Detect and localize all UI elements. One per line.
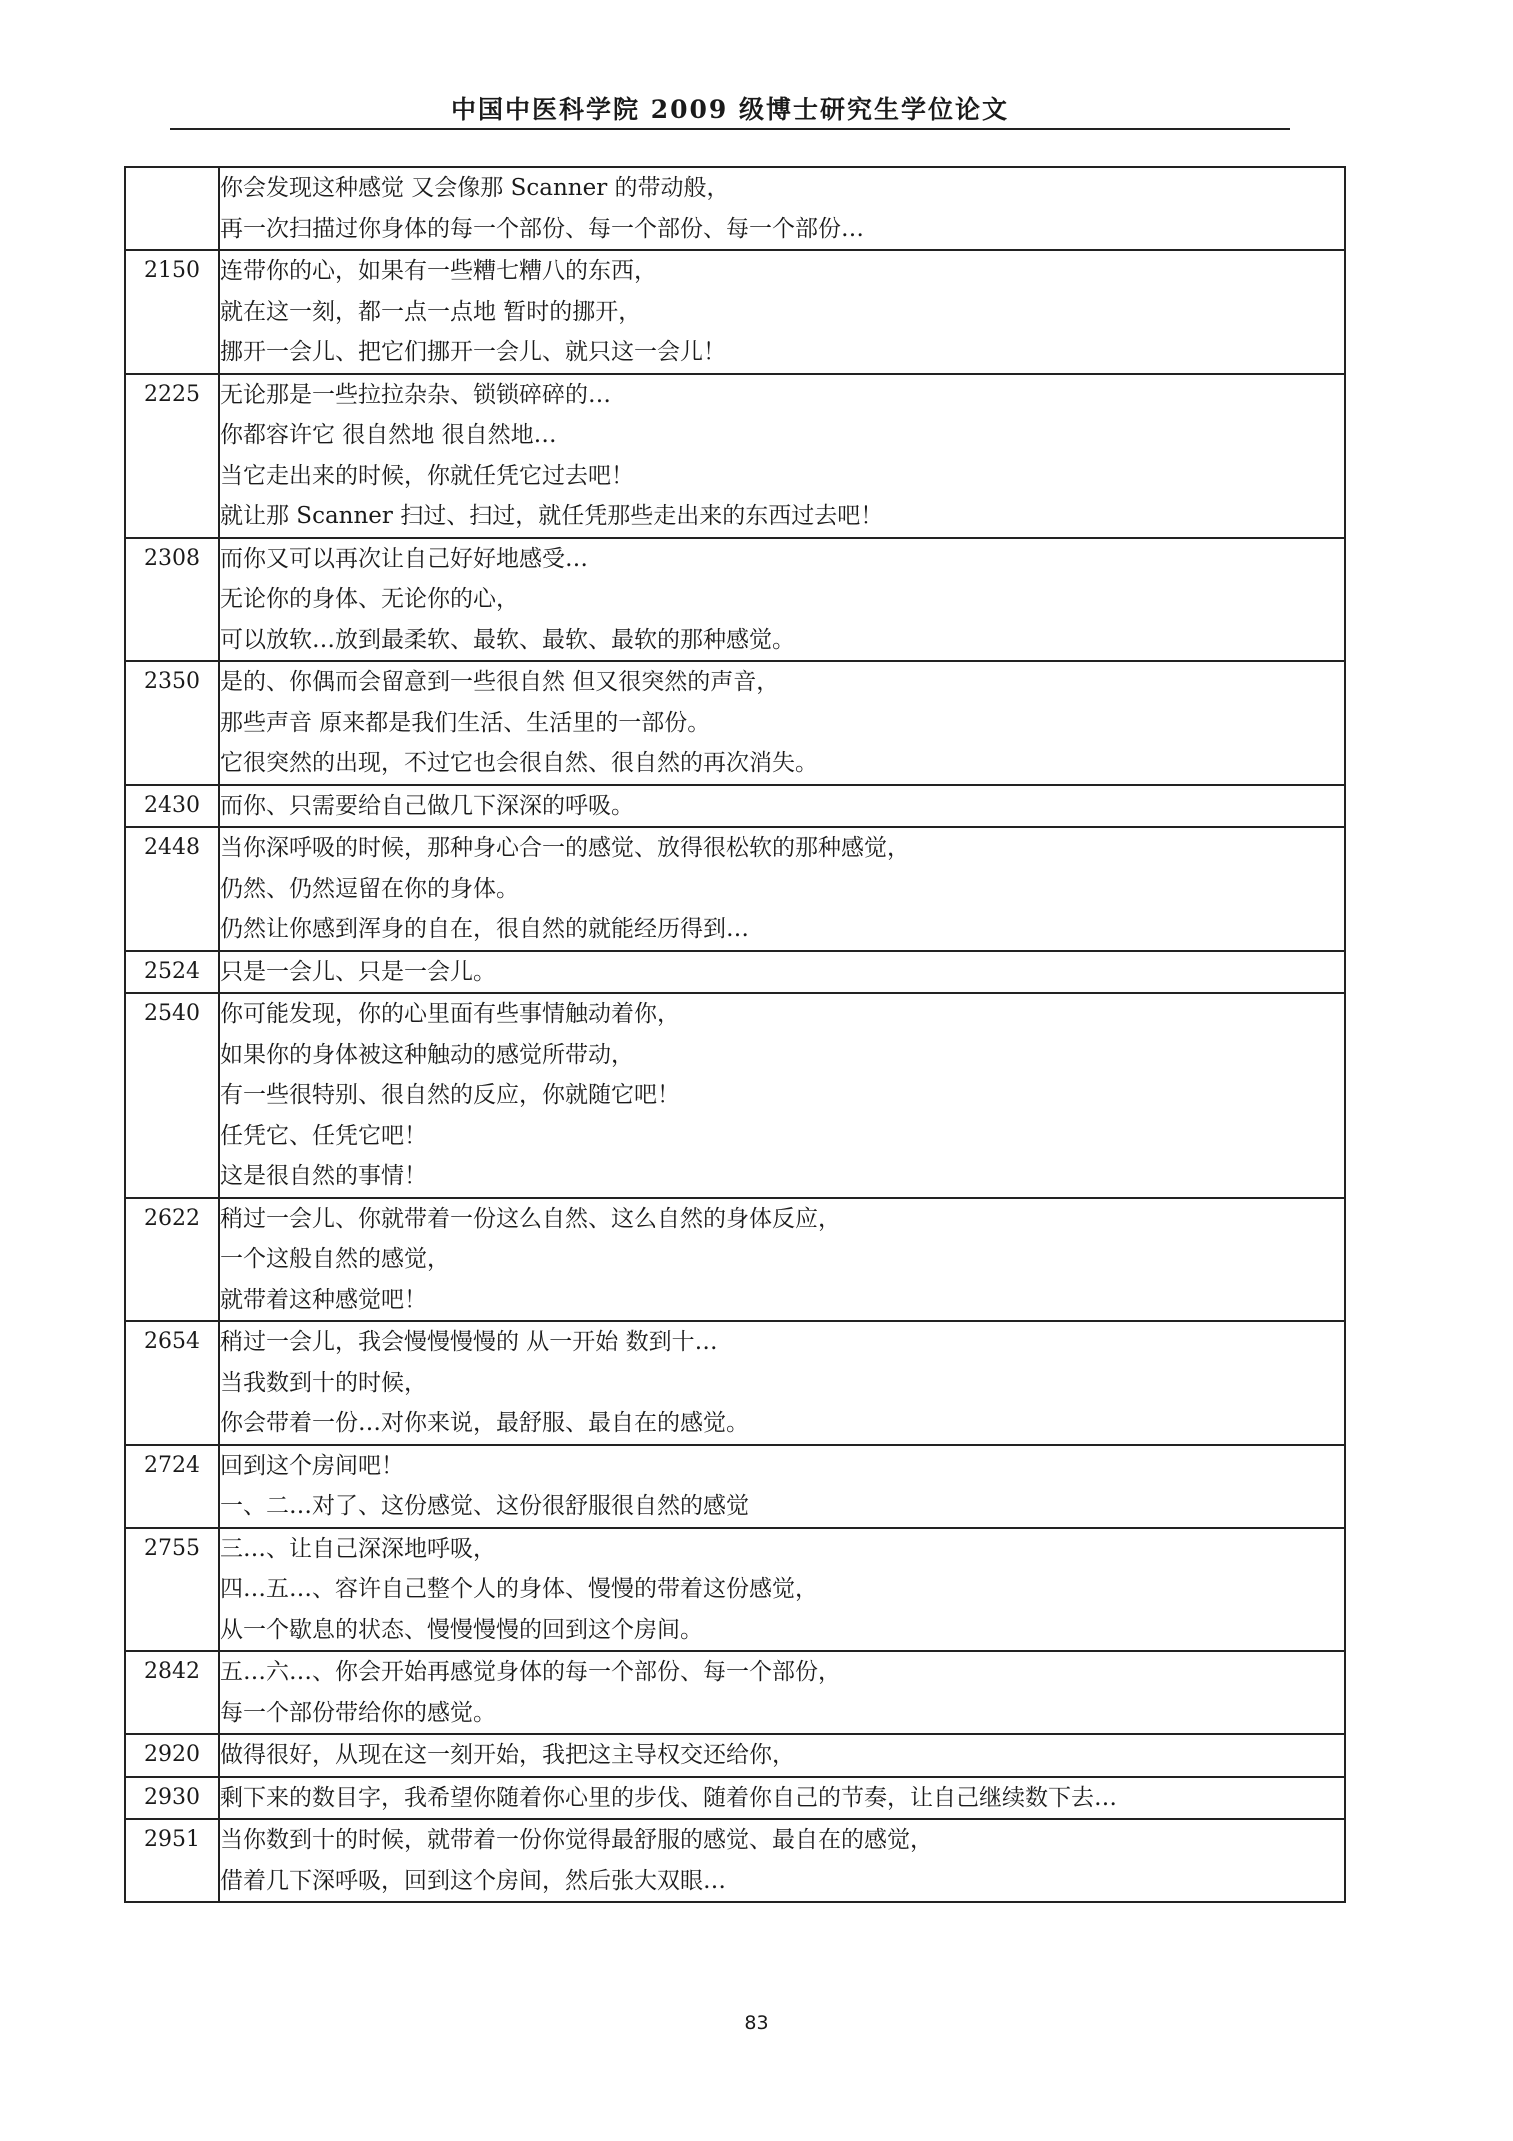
transcript-line: 而你又可以再次让自己好好地感受… <box>220 545 588 572</box>
timestamp-cell: 2842 <box>125 1651 219 1734</box>
transcript-line: 无论那是一些拉拉杂杂、锁锁碎碎的… <box>220 381 611 408</box>
timestamp-cell: 2724 <box>125 1445 219 1528</box>
transcript-line: 那些声音 原来都是我们生活、生活里的一部份。 <box>220 709 711 736</box>
table-row <box>125 374 1345 538</box>
table-row <box>125 1819 1345 1902</box>
transcript-line: 三…、让自己深深地呼吸， <box>220 1535 496 1562</box>
transcript-text-cell <box>219 951 1345 994</box>
transcript-line: 剩下来的数目字，我希望你随着你心里的步伐、随着你自己的节奏，让自己继续数下去… <box>220 1784 1117 1811</box>
timestamp-cell: 2524 <box>125 951 219 994</box>
table-row <box>125 951 1345 994</box>
transcript-text-cell <box>219 661 1345 785</box>
timestamp-cell: 2430 <box>125 785 219 828</box>
transcript-line: 五…六…、你会开始再感觉身体的每一个部份、每一个部份， <box>220 1659 841 1685</box>
transcript-table-body <box>125 167 1345 1902</box>
transcript-text-cell <box>219 827 1345 951</box>
transcript-text-cell <box>219 1651 1345 1734</box>
transcript-text-cell <box>219 1321 1345 1445</box>
timestamp-cell: 2622 <box>125 1198 219 1322</box>
timestamp-cell: 2350 <box>125 661 219 785</box>
transcript-text-cell <box>219 374 1345 538</box>
transcript-line: 它很突然的出现，不过它也会很自然、很自然的再次消失。 <box>220 750 818 776</box>
page-number: 83 <box>744 2012 769 2034</box>
timestamp-cell: 2448 <box>125 827 219 951</box>
timestamp-cell: 2540 <box>125 993 219 1198</box>
transcript-line: 稍过一会儿、你就带着一份这么自然、这么自然的身体反应， <box>220 1205 841 1232</box>
transcript-line: 仍然、仍然逗留在你的身体。 <box>220 875 519 902</box>
transcript-text-cell <box>219 1777 1345 1820</box>
transcript-line: 当你深呼吸的时候，那种身心合一的感觉、放得很松软的那种感觉， <box>220 835 910 861</box>
transcript-text-cell <box>219 1734 1345 1777</box>
transcript-line: 就在这一刻，都一点一点地 暂时的挪开， <box>220 298 642 325</box>
timestamp-cell: 2654 <box>125 1321 219 1445</box>
table-row <box>125 250 1345 374</box>
transcript-line: 如果你的身体被这种触动的感觉所带动， <box>220 1041 634 1068</box>
table-row <box>125 1651 1345 1734</box>
transcript-text-cell <box>219 785 1345 828</box>
transcript-text-cell <box>219 1445 1345 1528</box>
transcript-line: 有一些很特别、很自然的反应，你就随它吧！ <box>220 1082 680 1108</box>
timestamp-cell: 2755 <box>125 1528 219 1652</box>
transcript-line: 当它走出来的时候，你就任凭它过去吧！ <box>220 462 634 489</box>
table-row <box>125 1445 1345 1528</box>
table-row <box>125 1198 1345 1322</box>
table-row <box>125 1321 1345 1445</box>
transcript-line: 仍然让你感到浑身的自在，很自然的就能经历得到… <box>220 916 749 942</box>
table-row <box>125 167 1345 250</box>
transcript-line: 稍过一会儿，我会慢慢慢慢的 从一开始 数到十… <box>220 1329 718 1355</box>
transcript-line: 做得很好，从现在这一刻开始，我把这主导权交还给你， <box>220 1742 795 1768</box>
transcript-line: 无论你的身体、无论你的心， <box>220 586 519 612</box>
table-row <box>125 1528 1345 1652</box>
transcript-line: 从一个歇息的状态、慢慢慢慢的回到这个房间。 <box>220 1616 703 1643</box>
transcript-line: 借着几下深呼吸，回到这个房间，然后张大双眼… <box>220 1867 726 1894</box>
transcript-line: 每一个部份带给你的感觉。 <box>220 1699 496 1726</box>
table-row <box>125 1734 1345 1777</box>
timestamp-cell: 2951 <box>125 1819 219 1902</box>
transcript-line: 任凭它、任凭它吧！ <box>220 1122 427 1149</box>
transcript-line: 一个这般自然的感觉， <box>220 1246 450 1272</box>
transcript-text-cell <box>219 167 1345 250</box>
transcript-line: 挪开一会儿、把它们挪开一会儿、就只这一会儿！ <box>220 339 726 365</box>
transcript-line: 回到这个房间吧！ <box>220 1452 404 1479</box>
timestamp-cell: 2150 <box>125 250 219 374</box>
table-row <box>125 993 1345 1198</box>
transcript-text-cell <box>219 1198 1345 1322</box>
transcript-line: 再一次扫描过你身体的每一个部份、每一个部份、每一个部份… <box>220 215 864 242</box>
transcript-line: 只是一会儿、只是一会儿。 <box>220 958 496 985</box>
transcript-line: 你会发现这种感觉 又会像那 Scanner 的带动般， <box>220 175 730 201</box>
table-row <box>125 827 1345 951</box>
transcript-line: 就让那 Scanner 扫过、扫过，就任凭那些走出来的东西过去吧！ <box>220 503 884 529</box>
table-row <box>125 1777 1345 1820</box>
table-row <box>125 661 1345 785</box>
transcript-line: 你会带着一份…对你来说，最舒服、最自在的感觉。 <box>220 1410 749 1436</box>
table-row <box>125 538 1345 662</box>
transcript-line: 可以放软…放到最柔软、最软、最软、最软的那种感觉。 <box>220 626 795 653</box>
timestamp-cell: 2308 <box>125 538 219 662</box>
transcript-line: 一、二…对了、这份感觉、这份很舒服很自然的感觉 <box>220 1493 749 1519</box>
transcript-line: 而你、只需要给自己做几下深深的呼吸。 <box>220 792 634 819</box>
transcript-line: 你都容许它 很自然地 很自然地… <box>220 422 557 448</box>
transcript-text-cell <box>219 1528 1345 1652</box>
timestamp-cell: 2920 <box>125 1734 219 1777</box>
transcript-text-cell <box>219 250 1345 374</box>
table-row <box>125 785 1345 828</box>
transcript-line: 四…五…、容许自己整个人的身体、慢慢的带着这份感觉， <box>220 1576 818 1602</box>
transcript-line: 就带着这种感觉吧！ <box>220 1286 427 1313</box>
transcript-line: 当你数到十的时候，就带着一份你觉得最舒服的感觉、最自在的感觉， <box>220 1827 933 1853</box>
transcript-text-cell <box>219 1819 1345 1902</box>
timestamp-cell: 2930 <box>125 1777 219 1820</box>
timestamp-cell <box>125 167 219 250</box>
transcript-line: 你可能发现，你的心里面有些事情触动着你， <box>220 1001 680 1027</box>
transcript-table <box>124 166 1346 1903</box>
transcript-line: 这是很自然的事情！ <box>220 1163 427 1189</box>
transcript-line: 连带你的心，如果有一些糟七糟八的东西， <box>220 258 657 284</box>
transcript-line: 当我数到十的时候， <box>220 1369 427 1396</box>
timestamp-cell: 2225 <box>125 374 219 538</box>
transcript-line: 是的、你偶而会留意到一些很自然 但又很突然的声音， <box>220 669 780 695</box>
page-header-title: 中国中医科学院 2009 级博士研究生学位论文 <box>451 95 1009 124</box>
header-divider <box>170 128 1290 130</box>
transcript-text-cell <box>219 993 1345 1198</box>
transcript-text-cell <box>219 538 1345 662</box>
